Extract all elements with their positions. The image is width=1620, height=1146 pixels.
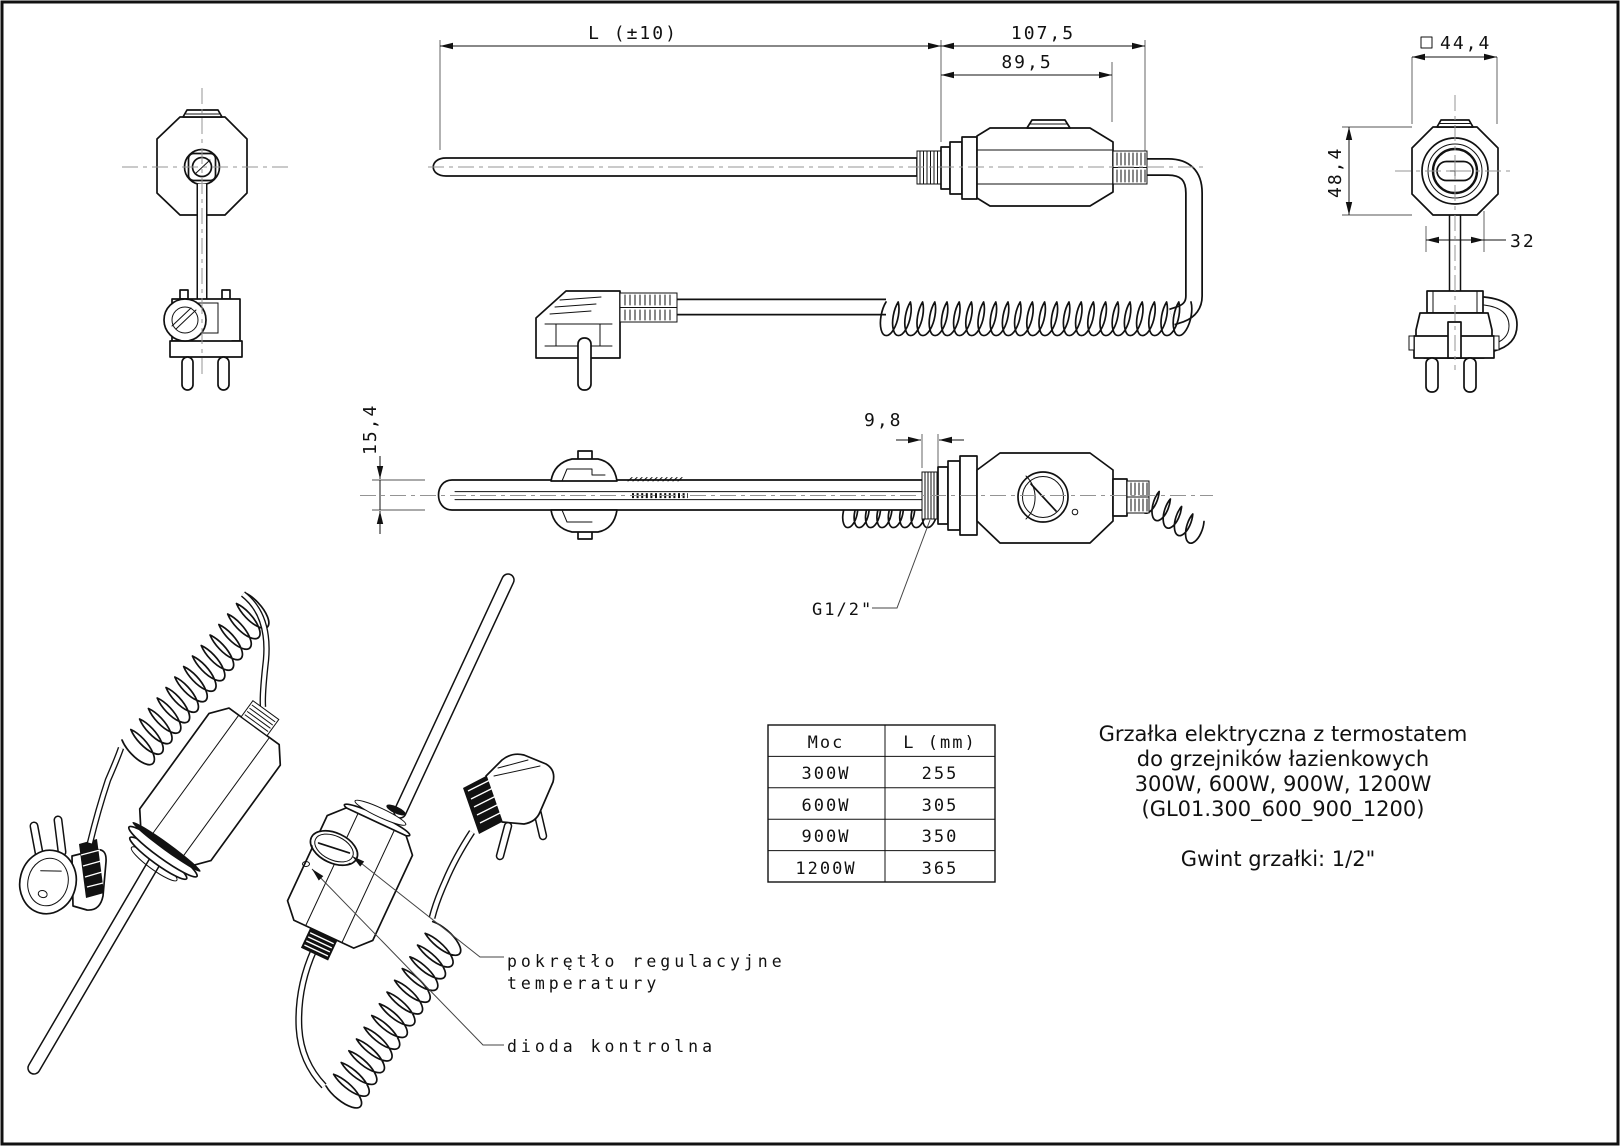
view-end-right bbox=[1325, 33, 1536, 392]
table-cell: 305 bbox=[921, 796, 959, 816]
callout-knob-line2: temperatury bbox=[507, 974, 661, 993]
dim-head-total: 107,5 bbox=[1010, 23, 1076, 44]
coil-right bbox=[1141, 484, 1204, 543]
dim-cable-offset: 32 bbox=[1510, 231, 1536, 252]
view-iso-thermostat bbox=[272, 580, 786, 1112]
view-side-rotated bbox=[360, 404, 1213, 620]
plug-pin bbox=[1464, 358, 1476, 392]
table-header-power: Moc bbox=[807, 733, 845, 753]
coiled-cord bbox=[323, 921, 467, 1112]
thermostat-body-iso bbox=[115, 684, 301, 894]
table-cell: 600W bbox=[801, 796, 851, 816]
note-line3: 300W, 600W, 900W, 1200W bbox=[1134, 772, 1432, 796]
dim-rod-diameter: 15,4 bbox=[360, 403, 381, 455]
note-line4: (GL01.300_600_900_1200) bbox=[1141, 797, 1425, 821]
note-line2: do grzejników łazienkowych bbox=[1136, 747, 1430, 771]
callout-led: dioda kontrolna bbox=[507, 1037, 717, 1056]
view-end-left bbox=[122, 88, 288, 390]
schuko-plug-front bbox=[1409, 291, 1517, 392]
table-header-length: L (mm) bbox=[903, 733, 977, 753]
strain-relief bbox=[1127, 481, 1149, 513]
view-iso-assembly bbox=[13, 592, 302, 1068]
schuko-plug-side bbox=[164, 290, 242, 390]
coiled-cord bbox=[880, 302, 1191, 336]
dim-head-height: 48,4 bbox=[1325, 146, 1346, 198]
dim-length-label: L (±10) bbox=[588, 23, 678, 44]
view-side-main bbox=[428, 23, 1207, 390]
table-cell: 365 bbox=[921, 859, 959, 879]
plug-pin bbox=[218, 357, 229, 390]
note-thread: Gwint grzałki: 1/2" bbox=[1180, 847, 1376, 871]
thread-leader bbox=[872, 520, 930, 608]
callout-knob-line1: pokrętło regulacyjne bbox=[507, 952, 786, 971]
table-cell: 1200W bbox=[795, 859, 857, 879]
note-line1: Grzałka elektryczna z termostatem bbox=[1098, 722, 1468, 746]
dim-thread-length: 9,8 bbox=[864, 410, 903, 431]
table-cell: 350 bbox=[921, 827, 959, 847]
dim-head-body: 89,5 bbox=[1001, 52, 1053, 73]
table-cell: 900W bbox=[801, 827, 851, 847]
plug-pin bbox=[182, 357, 193, 390]
plug-pin bbox=[1426, 358, 1438, 392]
table-cell: 300W bbox=[801, 764, 851, 784]
power-length-table bbox=[768, 725, 995, 882]
plug-pin bbox=[578, 338, 591, 390]
schuko-plug-iso bbox=[13, 748, 121, 920]
thread-spec-label: G1/2" bbox=[812, 600, 874, 620]
schuko-plug-iso bbox=[432, 754, 554, 918]
square-symbol bbox=[1421, 37, 1432, 48]
table-cell: 255 bbox=[921, 764, 959, 784]
angled-plug bbox=[536, 291, 677, 390]
dim-square-width: 44,4 bbox=[1440, 33, 1492, 54]
title-notes bbox=[1099, 722, 1468, 871]
